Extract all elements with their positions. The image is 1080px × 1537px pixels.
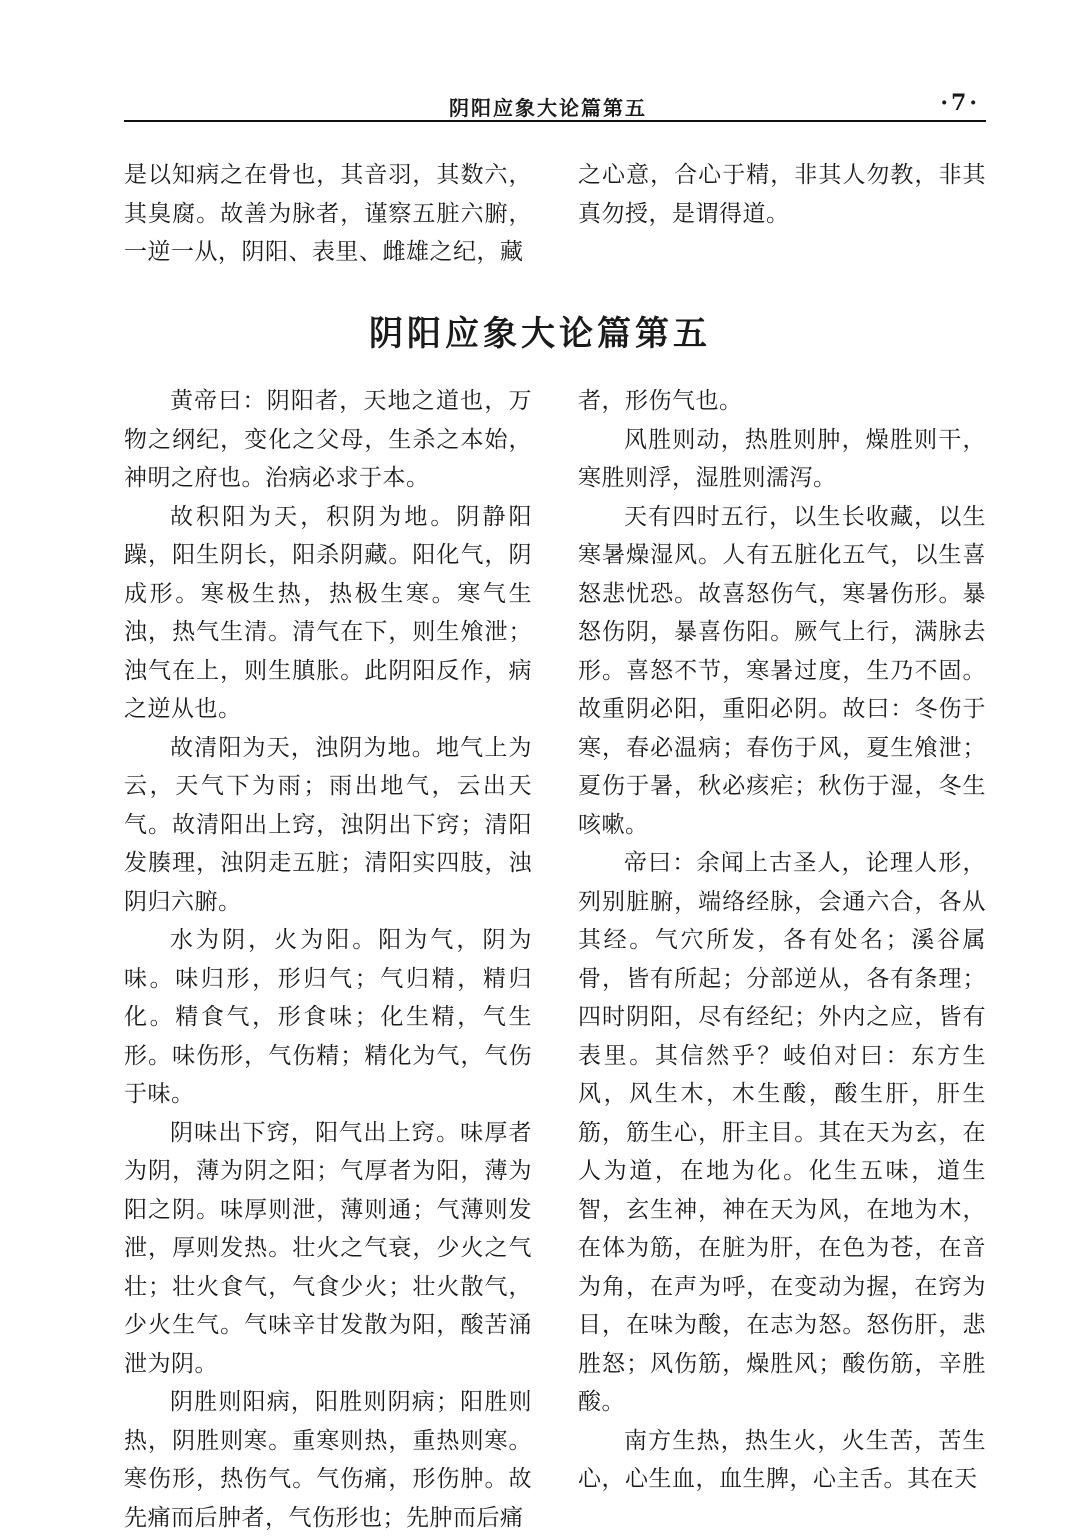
paragraph: 之心意，合心于精，非其人勿教，非其真勿授，是谓得道。 bbox=[578, 162, 986, 227]
paragraph: 故积阳为天，积阴为地。阴静阳躁，阳生阴长，阳杀阴藏。阳化气，阴成形。寒极生热，热极生寒。寒气生浊，热气生清。清气在下，则生飧泄；浊气在上，则生䐜胀。此阴阳反作，病之逆从也。 bbox=[124, 503, 532, 722]
paragraph: 故清阳为天，浊阴为地。地气上为云，天气下为雨；雨出地气，云出天气。故清阳出上窍，浊阴出下窍；清阳发腠理，浊阴走五脏；清阳实四肢，浊阴归六腑。 bbox=[124, 734, 532, 915]
paragraph: 南方生热，热生火，火生苦，苦生心，心生血，血生脾，心主舌。其在天 bbox=[578, 1427, 986, 1492]
paragraph: 帝曰：余闻上古圣人，论理人形，列别脏腑，端络经脉，会通六合，各从其经。气穴所发，各有处名；溪谷属骨，皆有所起；分部逆从，各有条理；四时阴阳，尽有经纪；外内之应，皆有表里。其信然乎？岐伯对曰：东方生风，风生木，木生酸，酸生肝，肝生筋，筋生心，肝主目。其在天为玄，在人为道，在地为化。化生五味，道生智，玄生神，神在天为风，在地为木，在体为筋，在脏为肝，在色为苍，在音为角，在声为呼，在变动为握，在窍为目，在味为酸，在志为怒。怒伤肝，悲胜怒；风伤筋，燥胜风；酸伤筋，辛胜酸。 bbox=[578, 850, 986, 1415]
paragraph: 是以知病之在骨也，其音羽，其数六，其臭腐。故善为脉者，谨察五脏六腑，一逆一从，阴阳、表里、雌雄之纪，藏 bbox=[124, 162, 532, 265]
paragraph: 黄帝曰：阴阳者，天地之道也，万物之纲纪，变化之父母，生杀之本始，神明之府也。治病必求于本。 bbox=[124, 388, 532, 491]
paragraph: 水为阴，火为阳。阳为气，阴为味。味归形，形归气；气归精，精归化。精食气，形食味；化生精，气生形。味伤形，气伤精；精化为气，气伤于味。 bbox=[124, 927, 532, 1107]
paragraph: 风胜则动，热胜则肿，燥胜则干，寒胜则浮，湿胜则濡泻。 bbox=[578, 426, 986, 491]
paragraph: 阴味出下窍，阳气出上窍。味厚者为阴，薄为阴之阳；气厚者为阳，薄为阳之阴。味厚则泄，薄则通；气薄则发泄，厚则发热。壮火之气衰，少火之气壮；壮火食气，气食少火；壮火散气，少火生气。气味辛甘发散为阳，酸苦涌泄为阴。 bbox=[124, 1119, 532, 1377]
chapter-title: 阴阳应象大论篇第五 bbox=[369, 314, 711, 354]
paragraph: 天有四时五行，以生长收藏，以生寒暑燥湿风。人有五脏化五气，以生喜怒悲忧恐。故喜怒伤气，寒暑伤形。暴怒伤阴，暴喜伤阳。厥气上行，满脉去形。喜怒不节，寒暑过度，生乃不固。故重阴必阳，重阳必阴。故曰：冬伤于寒，春必温病；春伤于风，夏生飧泄；夏伤于暑，秋必痎疟；秋伤于湿，冬生咳嗽。 bbox=[578, 503, 986, 838]
top-right-column bbox=[578, 156, 986, 233]
running-title: 阴阳应象大论篇第五 bbox=[449, 96, 647, 120]
page-number: ·7· bbox=[940, 90, 980, 116]
paragraph: 阴胜则阳病，阳胜则阴病；阳胜则热，阴胜则寒。重寒则热，重热则寒。寒伤形，热伤气。气伤痛，形伤肿。故先痛而后肿者，气伤形也；先肿而后痛 bbox=[124, 1389, 532, 1531]
running-header bbox=[124, 90, 986, 122]
body-right-column bbox=[578, 382, 986, 1499]
body-left-column bbox=[124, 382, 532, 1537]
paragraph: 者，形伤气也。 bbox=[578, 388, 743, 414]
top-left-column bbox=[124, 156, 532, 272]
header-rule bbox=[124, 120, 986, 122]
